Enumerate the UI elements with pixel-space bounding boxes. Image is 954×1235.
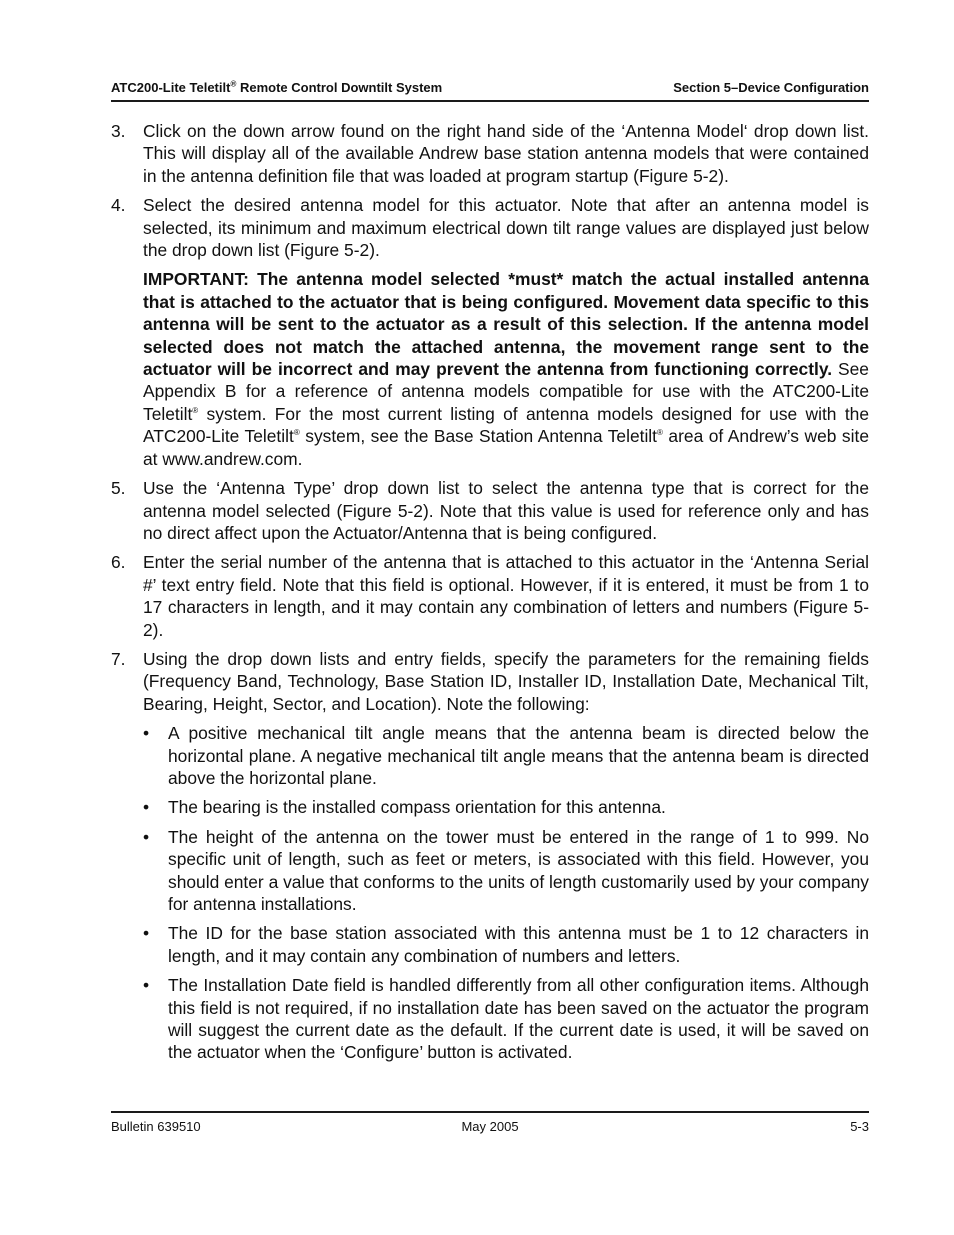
item-number: 4. [111, 195, 126, 216]
list-item-7 [111, 648, 869, 1071]
item-text: Using the drop down lists and entry fields, specify the parameters for the remaining fields (Frequency Band, Technology, Base Station ID, Installer ID, Installation Date, Mechanical Tilt, Bearing, Height, Sector, and Location). Note the following: [143, 648, 869, 714]
list-item-3 [111, 120, 869, 187]
bullet-item [143, 974, 869, 1064]
item-text: Enter the serial number of the antenna that is attached to this actuator in the ‘Antenna Serial #’ text entry field. Note that this field is optional. However, if it is entered, it must be from 1 to 17 characters in length, and it may contain any combination of letters and numbers (Figure 5-2). [143, 552, 869, 640]
footer-divider [111, 1111, 869, 1113]
important-note [143, 268, 869, 470]
running-footer [111, 1119, 869, 1137]
bullet-item [143, 922, 869, 967]
note-text: area of Andrew’s web site at www.andrew.com. [143, 426, 869, 469]
registered-mark: ® [657, 428, 663, 438]
item-text: Click on the down arrow found on the right hand side of the ‘Antenna Model‘ drop down list. This will display all of the available Andrew base station antenna models that were contained in the antenna definition file that was loaded at program startup (Figure 5-2). [143, 121, 869, 186]
footer-page-number: 5-3 [850, 1119, 869, 1134]
bullet-text: The height of the antenna on the tower must be entered in the range of 1 to 999. No specific unit of length, such as feet or meters, is associated with this field. However, you should enter a value that conforms to the units of length customarily used by your company for antenna installations. [168, 826, 869, 914]
bullet-text: The Installation Date field is handled differently from all other configuration items. Although this field is not required, if no installation date has been saved on the actuator the program will suggest the current date as the default. If the current date is used, it will be saved on the actuator when the ‘Configure’ button is activated. [168, 975, 869, 1063]
bullet-text: The ID for the base station associated with this antenna must be 1 to 12 characters in length, and it may contain any combination of numbers and letters. [168, 923, 869, 966]
bullet-list [143, 722, 869, 1064]
page-content [111, 120, 869, 1078]
bullet-marker: • [143, 826, 150, 847]
bullet-item [143, 826, 869, 916]
header-title-text: ATC200-Lite Teletilt [111, 80, 231, 95]
item-text: Select the desired antenna model for this actuator. Note that after an antenna model is selected, its minimum and maximum electrical down tilt range values are displayed just below the drop down list (Figure 5-2). [143, 195, 869, 261]
header-title-suffix: Remote Control Downtilt System [236, 80, 443, 95]
item-number: 5. [111, 478, 126, 499]
bullet-item [143, 722, 869, 789]
header-registered-mark: ® [230, 79, 237, 89]
item-number: 7. [111, 648, 126, 669]
footer-date: May 2005 [461, 1119, 519, 1134]
item-number: 3. [111, 121, 126, 141]
bullet-marker: • [143, 723, 150, 744]
note-text: See Appendix B for a reference of antenna models compatible for use with the ATC200-Lite Teletilt [143, 359, 869, 424]
note-text: system, see the Base Station Antenna Teletilt [299, 426, 658, 447]
registered-mark: ® [192, 406, 199, 416]
running-header [111, 80, 869, 102]
footer-bulletin-number: Bulletin 639510 [111, 1119, 201, 1134]
registered-mark: ® [293, 428, 300, 438]
item-number: 6. [111, 552, 126, 573]
bullet-marker: • [143, 975, 150, 996]
bullet-text: The bearing is the installed compass orientation for this antenna. [168, 797, 666, 818]
list-item-4 [111, 194, 869, 470]
list-item-5 [111, 477, 869, 544]
header-document-title [111, 80, 442, 95]
note-text: system. For the most current listing of antenna models designed for use with the ATC200-Lite Teletilt [143, 403, 869, 447]
list-item-6 [111, 551, 869, 641]
bullet-marker: • [143, 923, 150, 944]
header-section-title: Section 5–Device Configuration [673, 80, 869, 95]
item-text: Use the ‘Antenna Type’ drop down list to select the antenna type that is correct for the antenna model selected (Figure 5-2). Note that this value is used for reference only and has no direct affect upon the Actuator/Antenna that is being configured. [143, 478, 869, 543]
bullet-marker: • [143, 797, 150, 818]
bullet-item [143, 796, 869, 818]
important-warning: IMPORTANT: The antenna model selected *must* match the actual installed antenna that is attached to the actuator that is being configured. Movement data specific to this antenna will be sent to the actuator as a result of this selection. If the antenna model selected does not match the attached antenna, the movement range sent to the actuator will be incorrect and may prevent the antenna from functioning correctly. [143, 269, 869, 380]
bullet-text: A positive mechanical tilt angle means that the antenna beam is directed below the horizontal plane. A negative mechanical tilt angle means that the antenna beam is directed above the horizontal plane. [168, 723, 869, 788]
